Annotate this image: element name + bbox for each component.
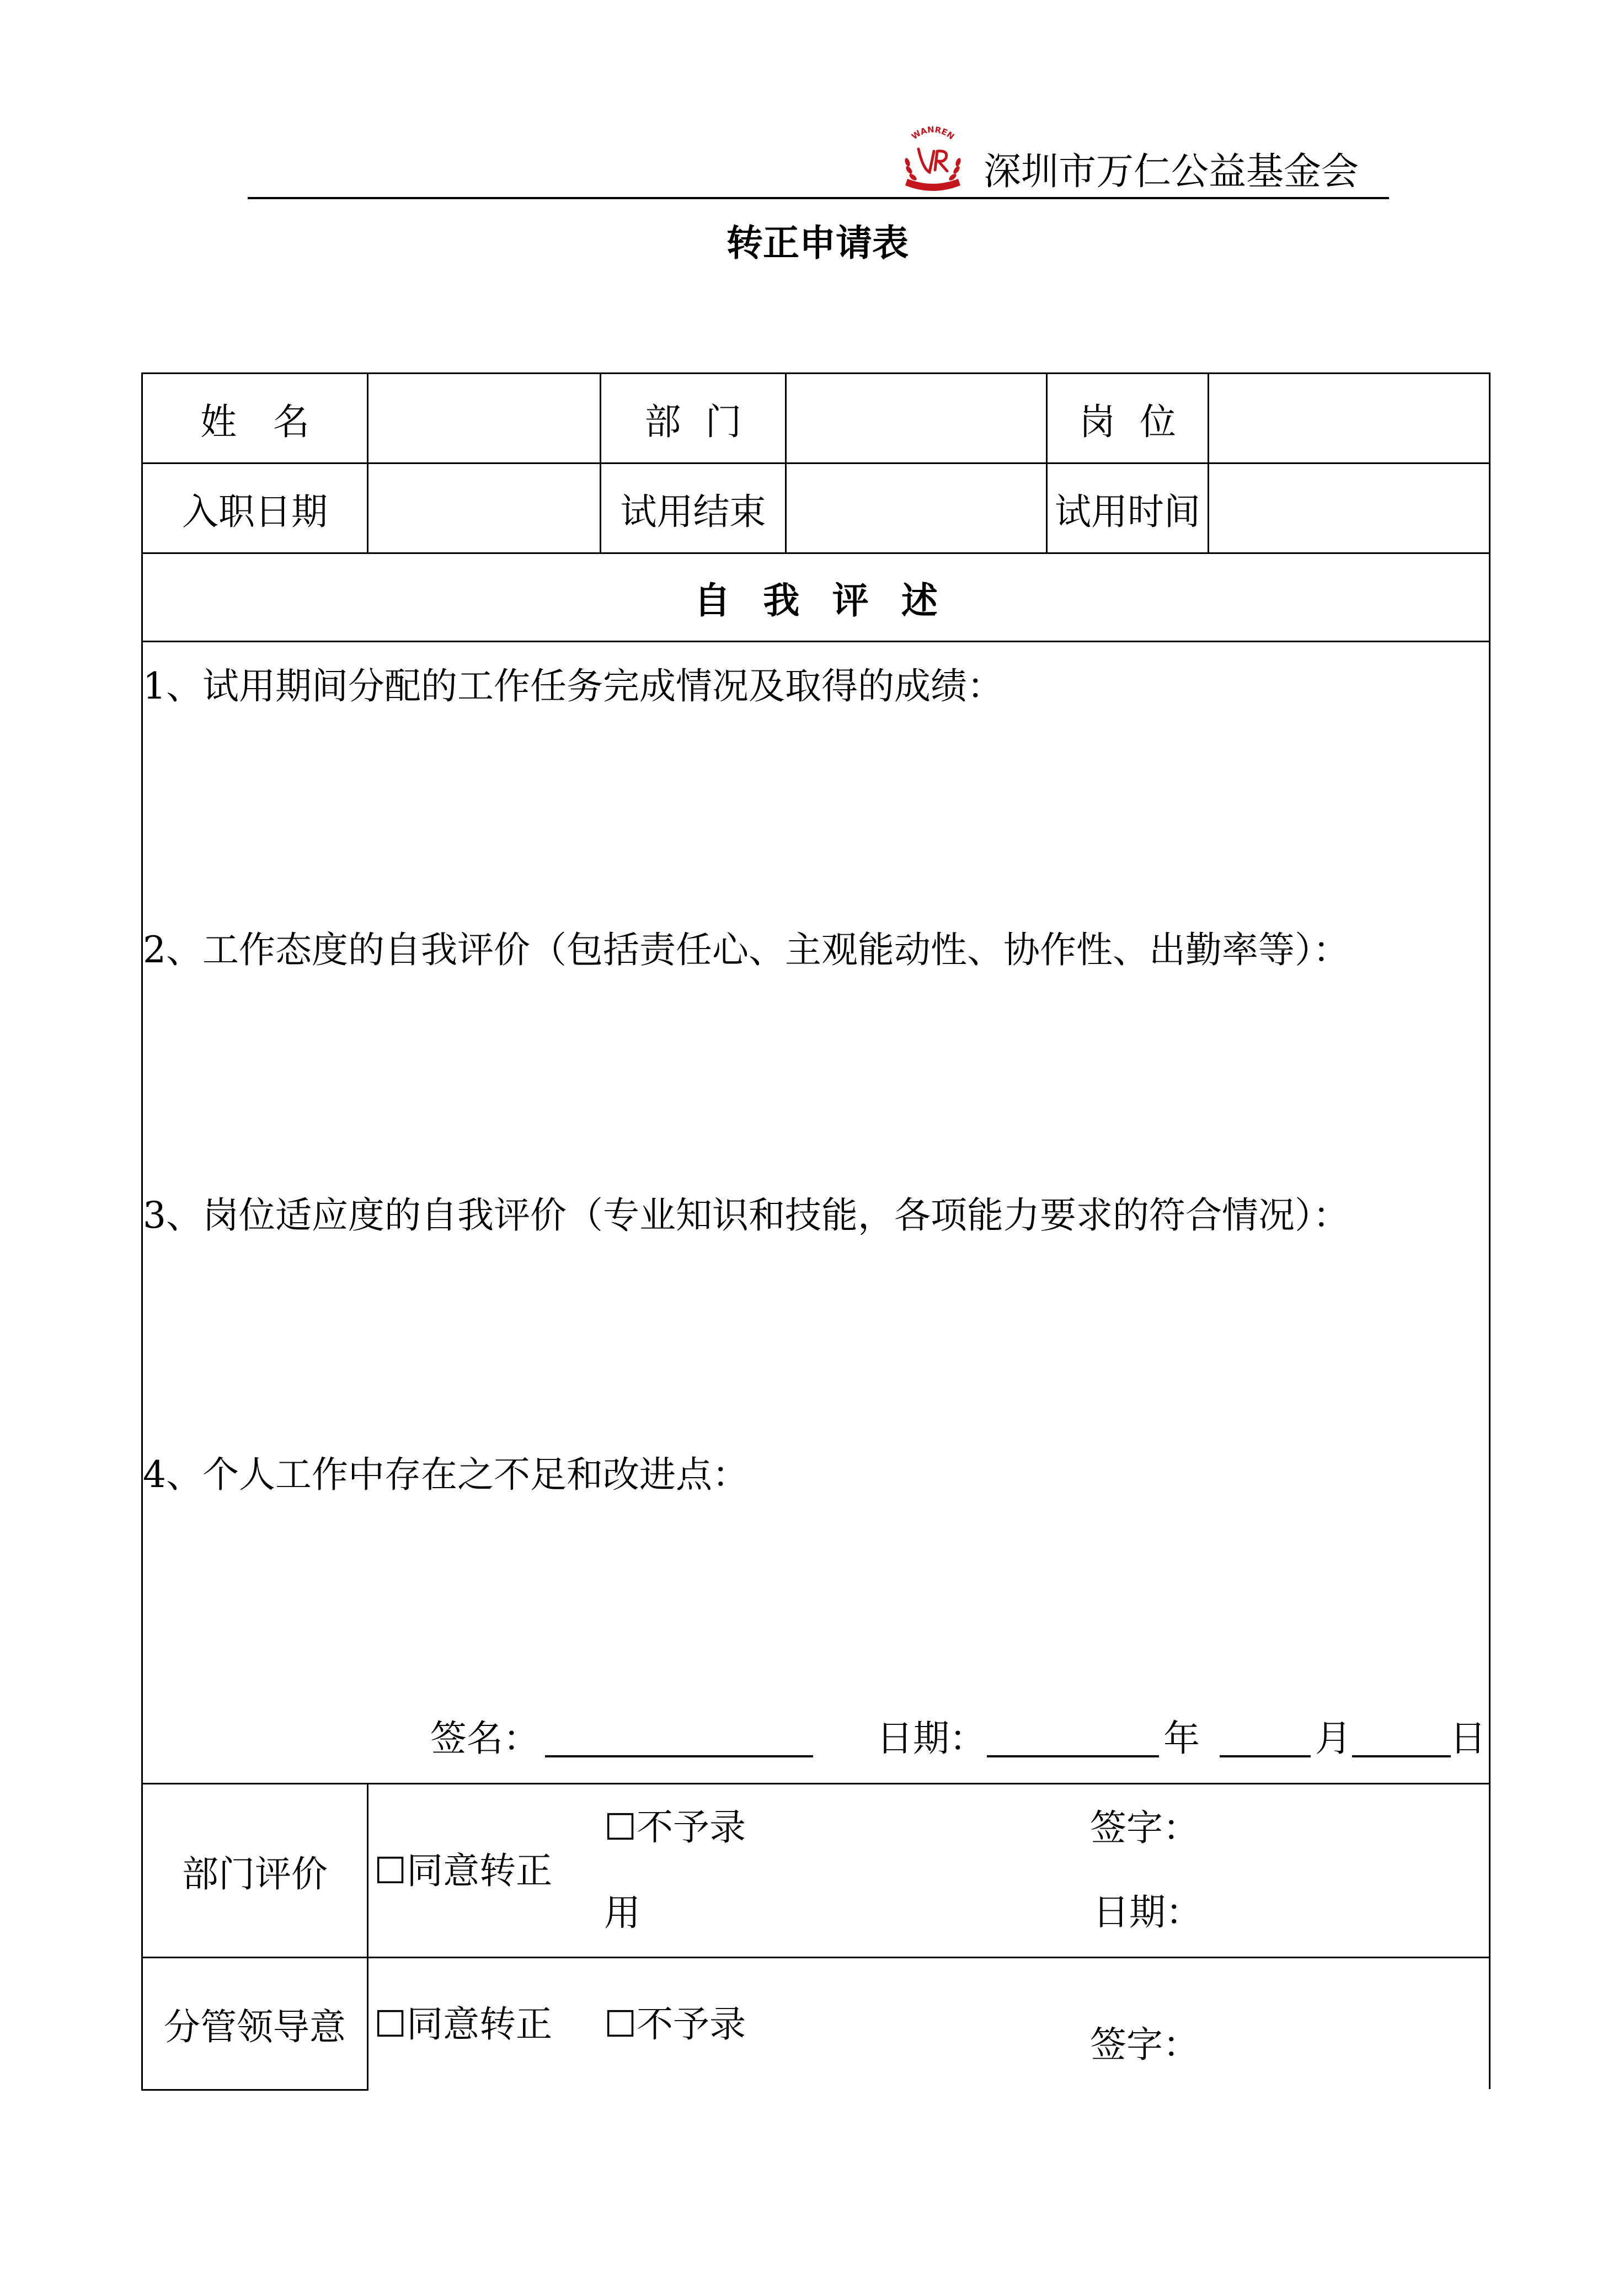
self-review-item-1: 1、试用期间分配的工作任务完成情况及取得的成绩：	[143, 665, 1003, 707]
dept-review-label-cell	[141, 1783, 368, 1958]
logo-laurel-left-icon	[904, 157, 918, 182]
dept-reject-option: ☐不予录用	[604, 1806, 746, 1934]
probation-end-label: 试用结束	[620, 490, 766, 533]
name-label: 姓 名	[200, 400, 309, 443]
hire-date-label-cell	[141, 462, 368, 554]
dept-review-label: 部门评价	[182, 1852, 328, 1895]
logo-laurel-right-icon	[948, 157, 961, 182]
foundation-logo	[891, 124, 975, 194]
year-blank-line	[987, 1755, 1159, 1757]
hire-date-value-cell	[367, 462, 601, 554]
leader-review-body-cell	[367, 1957, 1491, 2089]
probation-end-value-cell	[785, 462, 1048, 554]
leader-approve-option: ☐同意转正	[374, 2003, 553, 2045]
day-blank-line	[1352, 1755, 1451, 1757]
signature-label: 签名：	[430, 1717, 539, 1760]
leader-review-label-cell	[141, 1957, 368, 2091]
dept-review-body-cell	[367, 1783, 1491, 1958]
probation-time-value-cell	[1208, 462, 1491, 554]
probation-end-label-cell	[600, 462, 787, 554]
logo-letter-mark-icon	[935, 151, 947, 171]
post-value-cell	[1208, 372, 1491, 464]
leader-review-label: 分管领导意	[164, 2006, 346, 2048]
signature-date-label: 日期：	[877, 1717, 986, 1760]
name-value-cell	[367, 372, 601, 464]
post-label-cell	[1046, 372, 1209, 464]
probation-time-label-cell	[1046, 462, 1209, 554]
self-review-item-4: 4、个人工作中存在之不足和改进点：	[143, 1453, 749, 1496]
self-review-body-cell	[141, 641, 1491, 1784]
dept-approve-option: ☐同意转正	[374, 1850, 553, 1892]
header-divider	[248, 197, 1389, 199]
post-label: 岗 位	[1078, 400, 1177, 443]
month-blank-line	[1220, 1755, 1311, 1757]
name-label-cell	[141, 372, 368, 464]
year-label: 年	[1163, 1717, 1200, 1760]
department-label: 部 门	[644, 400, 742, 443]
logo-ribbon-icon	[905, 179, 960, 191]
month-label: 月	[1315, 1717, 1351, 1760]
signature-blank-line	[545, 1755, 813, 1757]
department-label-cell	[600, 372, 787, 464]
self-review-item-2: 2、工作态度的自我评价（包括责任心、主观能动性、协作性、出勤率等）：	[143, 929, 1349, 971]
day-label: 日	[1450, 1717, 1486, 1760]
dept-date-label: 日期：	[1093, 1891, 1202, 1933]
hire-date-label: 入职日期	[182, 490, 328, 533]
logo-swoosh-icon	[918, 149, 934, 172]
self-review-item-3: 3、岗位适应度的自我评价（专业知识和技能，各项能力要求的符合情况）：	[143, 1194, 1349, 1237]
probation-time-label: 试用时间	[1055, 490, 1200, 533]
department-value-cell	[785, 372, 1048, 464]
leader-reject-option: ☐不予录	[604, 2003, 746, 2045]
logo-arc-lettering: WANREN	[909, 124, 957, 142]
leader-sign-label: 签字：	[1090, 2023, 1199, 2066]
organization-name: 深圳市万仁公益基金会	[984, 150, 1359, 194]
document-title: 转正申请表	[726, 222, 909, 264]
dept-sign-label: 签字：	[1090, 1807, 1199, 1849]
self-review-heading-cell	[141, 552, 1491, 642]
self-review-heading: 自 我 评 述	[694, 579, 938, 622]
